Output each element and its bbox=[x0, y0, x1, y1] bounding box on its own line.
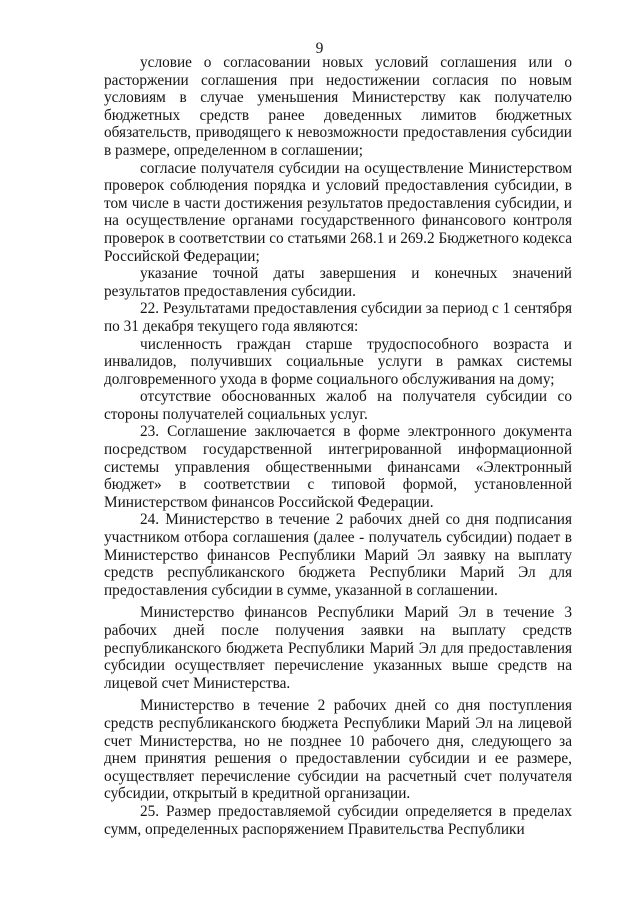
paragraph-item-22: 22. Результатами предоставления субсидии за период с 1 сентября по 31 декабря текущего года являются: bbox=[104, 300, 573, 335]
paragraph-consent-inspections: согласие получателя субсидии на осуществление Министерством проверок соблюдения порядка и условий предоставления субсидии, в том числе в части достижения результатов предоставления субсидии, и на осуществление органами государственного финансового контроля проверок в соответствии со статьями 268.1 и 269.2 Бюджетного кодекса Российской Федерации; bbox=[104, 159, 572, 265]
paragraph-ministry-subsidy-transfer: Министерство в течение 2 рабочих дней со дня поступления средств республиканского бюджета Республики Марий Эл на лицевой счет Министерства, но не позднее 10 рабочего дня, следующего за днем принятия решения о предоставлении субсидии и ее размере, осуществляет перечисление субсидии на расчетный счет получателя субсидии, открытый в кредитной организации. bbox=[104, 697, 572, 803]
paragraph-agreement-change-condition: условие о согласовании новых условий соглашения или о расторжении соглашения при недостижении согласия по новым условиям в случае уменьшения Министерству как получателю бюджетных средств ранее доведенных лимитов бюджетных обязательств, приводящего к невозможности предоставления субсидии в размере, определенном в соглашении; bbox=[104, 54, 572, 159]
paragraph-ministry-finance-transfer: Министерство финансов Республики Марий Эл в течение 3 рабочих дней после получения заявки на выплату средств республиканского бюджета Республики Марий Эл для предоставления субсидии осуществляет перечисление указанных выше средств на лицевой счет Министерства. bbox=[104, 604, 572, 692]
document-body bbox=[104, 54, 572, 838]
page-number: 9 bbox=[315, 40, 324, 57]
paragraph-item-25: 25. Размер предоставляемой субсидии определяется в пределах сумм, определенных распоряжением Правительства Республики bbox=[104, 802, 572, 838]
paragraph-item-24: 24. Министерство в течение 2 рабочих дней со дня подписания участником отбора соглашения (далее - получатель субсидии) подает в Министерство финансов Республики Марий Эл заявку на выплату средств республиканского бюджета Республики Марий Эл для предоставления субсидии в сумме, указанной в соглашении. bbox=[104, 511, 572, 599]
paragraph-completion-date: указание точной даты завершения и конечных значений результатов предоставления субсидии. bbox=[104, 265, 572, 300]
paragraph-result-citizens-count: численность граждан старше трудоспособного возраста и инвалидов, получивших социальные услуги в рамках системы долговременного ухода в форме социального обслуживания на дому; bbox=[104, 335, 572, 388]
paragraph-item-23: 23. Соглашение заключается в форме электронного документа посредством государственной интегрированной информационной системы управления общественными финансами «Электронный бюджет» в соответствии с типовой формой, установленной Министерством финансов Российской Федерации. bbox=[104, 423, 572, 511]
paragraph-result-no-complaints: отсутствие обоснованных жалоб на получателя субсидии со стороны получателей социальных услуг. bbox=[104, 388, 572, 423]
